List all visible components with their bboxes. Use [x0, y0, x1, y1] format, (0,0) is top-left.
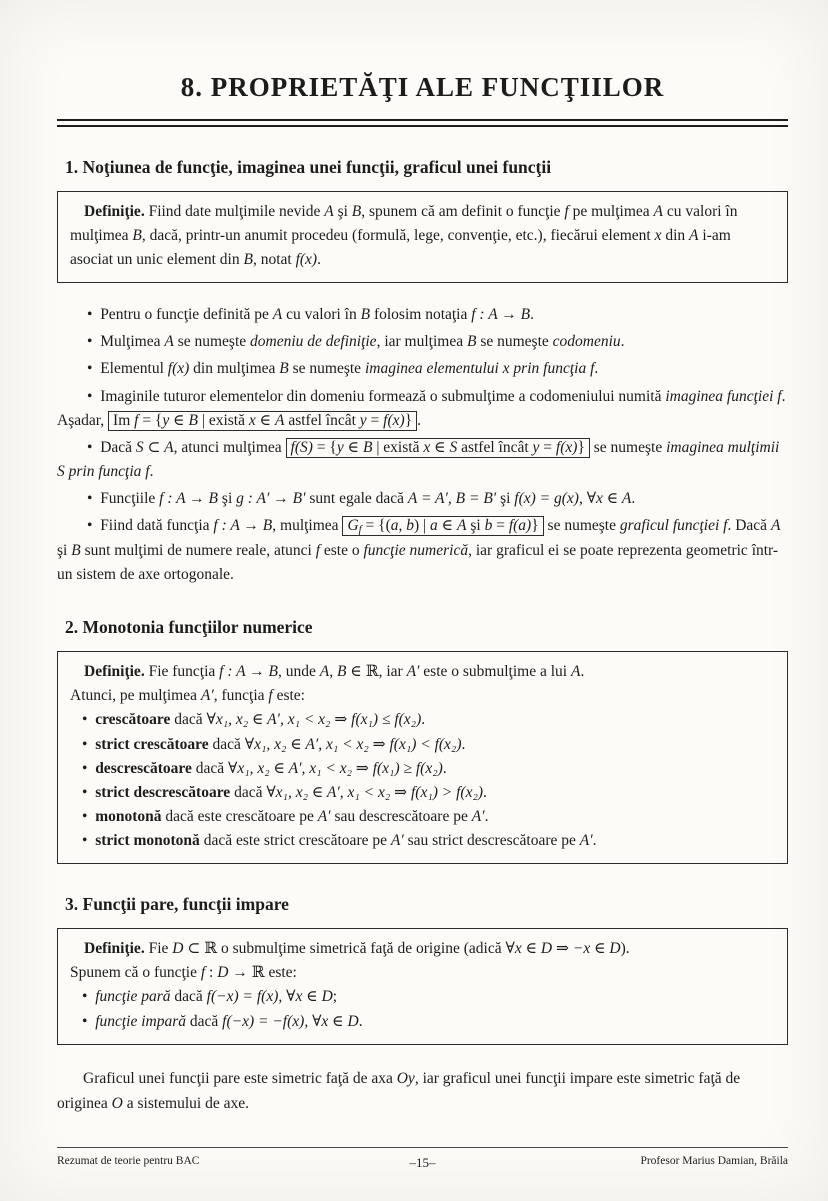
bullet-item: • strict descrescătoare dacă ∀x₁, x₂ ∈ A′, x₁ < x₂ ⇒ f(x₁) > f(x₂).	[70, 781, 773, 805]
bullet-item: • Imaginile tuturor elementelor din domeniu formează o submulţime a codomeniului numită imaginea funcţiei f. Aşadar, Im f = {y ∈ B | există x ∈ A astfel încât y = f(x)} .	[57, 385, 788, 433]
section-1-heading: 1. Noţiunea de funcţie, imaginea unei funcţii, graficul unei funcţii	[65, 157, 552, 177]
definition-3-intro: Definiţie. Fie D ⊂ ℝ o submulţime simetrică faţă de origine (adică ∀x ∈ D ⇒ −x ∈ D).	[84, 940, 630, 958]
closing-paragraph: Graficul unei funcţii pare este simetric faţă de axa Oy, iar graficul unei funcţii impare este simetric faţă de originea O a sistemului de axe.	[57, 1069, 741, 1112]
definition-box-3	[57, 928, 788, 1044]
definition-1-text: Definiţie. Fiind date mulţimile nevide A şi B, spunem că am definit o funcţie f pe mulţimea A cu valori în mulţimea B, dacă, printr-un anumit procedeu (formulă, lege, convenţie, etc.), fiecărui element x din A i-am asociat un unic element din B, notat f(x).	[70, 203, 738, 269]
page-number: –15–	[409, 1155, 436, 1170]
definition-2-line2: Atunci, pe mulţimea A′, funcţia f este:	[70, 687, 305, 705]
section-3	[57, 894, 788, 1044]
bullet-item: • Pentru o funcţie definită pe A cu valori în B folosim notaţia f : A → B.	[57, 303, 788, 327]
bullet-item: • strict monotonă dacă este strict crescătoare pe A′ sau strict descrescătoare pe A′.	[70, 829, 773, 853]
footer-rule	[57, 1147, 788, 1148]
definition-3-line2: Spunem că o funcţie f : D → ℝ este:	[70, 964, 297, 982]
page-footer	[57, 1147, 788, 1170]
bullet-item: • Mulţimea A se numeşte domeniu de definiţie, iar mulţimea B se numeşte codomeniu.	[57, 330, 788, 354]
footer-right-text: Profesor Marius Damian, Brăila	[640, 1155, 788, 1167]
bullet-item: • monotonă dacă este crescătoare pe A′ sau descrescătoare pe A′.	[70, 805, 773, 829]
bullet-item: • Dacă S ⊂ A, atunci mulţimea f(S) = {y ∈ B | există x ∈ S astfel încât y = f(x)} se numeşte imaginea mulţimii S prin funcţia f.	[57, 436, 788, 484]
title-double-rule	[57, 119, 788, 127]
footer-row	[57, 1155, 788, 1170]
section-1-bullet-list	[57, 303, 788, 587]
definition-box-2	[57, 651, 788, 864]
bullet-item: • descrescătoare dacă ∀x₁, x₂ ∈ A′, x₁ < x₂ ⇒ f(x₁) ≥ f(x₂).	[70, 757, 773, 781]
bullet-item: • crescătoare dacă ∀x₁, x₂ ∈ A′, x₁ < x₂ ⇒ f(x₁) ≤ f(x₂).	[70, 708, 773, 732]
section-2-heading: 2. Monotonia funcţiilor numerice	[65, 617, 313, 638]
section-1	[57, 157, 788, 587]
definition-2-intro: Definiţie. Fie funcţia f : A → B, unde A, B ∈ ℝ, iar A′ este o submulţime a lui A.	[84, 663, 585, 681]
bullet-item: • Elementul f(x) din mulţimea B se numeşte imaginea elementului x prin funcţia f.	[57, 357, 788, 381]
page-title: 8. PROPRIETĂŢI ALE FUNCŢIILOR	[180, 72, 665, 102]
definition-box-1	[57, 191, 788, 283]
section-3-heading: 3. Funcţii pare, funcţii impare	[65, 894, 289, 915]
bullet-item: • strict crescătoare dacă ∀x₁, x₂ ∈ A′, x₁ < x₂ ⇒ f(x₁) < f(x₂).	[70, 733, 773, 757]
bullet-item: • Fiind dată funcţia f : A → B, mulţimea Gf = {(a, b) | a ∈ A şi b = f(a)} se numeşte graficul funcţiei f. Dacă A şi B sunt mulţimi de numere reale, atunci f este o funcţie numerică, iar graficul ei se poate reprezenta geometric într-un sistem de axe ortogonale.	[57, 514, 788, 587]
bullet-item: • funcţie impară dacă f(−x) = −f(x), ∀x ∈ D.	[70, 1010, 773, 1034]
bullet-item: • funcţie pară dacă f(−x) = f(x), ∀x ∈ D;	[70, 985, 773, 1009]
footer-left-text: Rezumat de teorie pentru BAC	[57, 1155, 200, 1167]
section-2	[57, 617, 788, 864]
bullet-item: • Funcţiile f : A → B şi g : A′ → B′ sunt egale dacă A = A′, B = B′ şi f(x) = g(x), ∀x ∈ A.	[57, 487, 788, 511]
